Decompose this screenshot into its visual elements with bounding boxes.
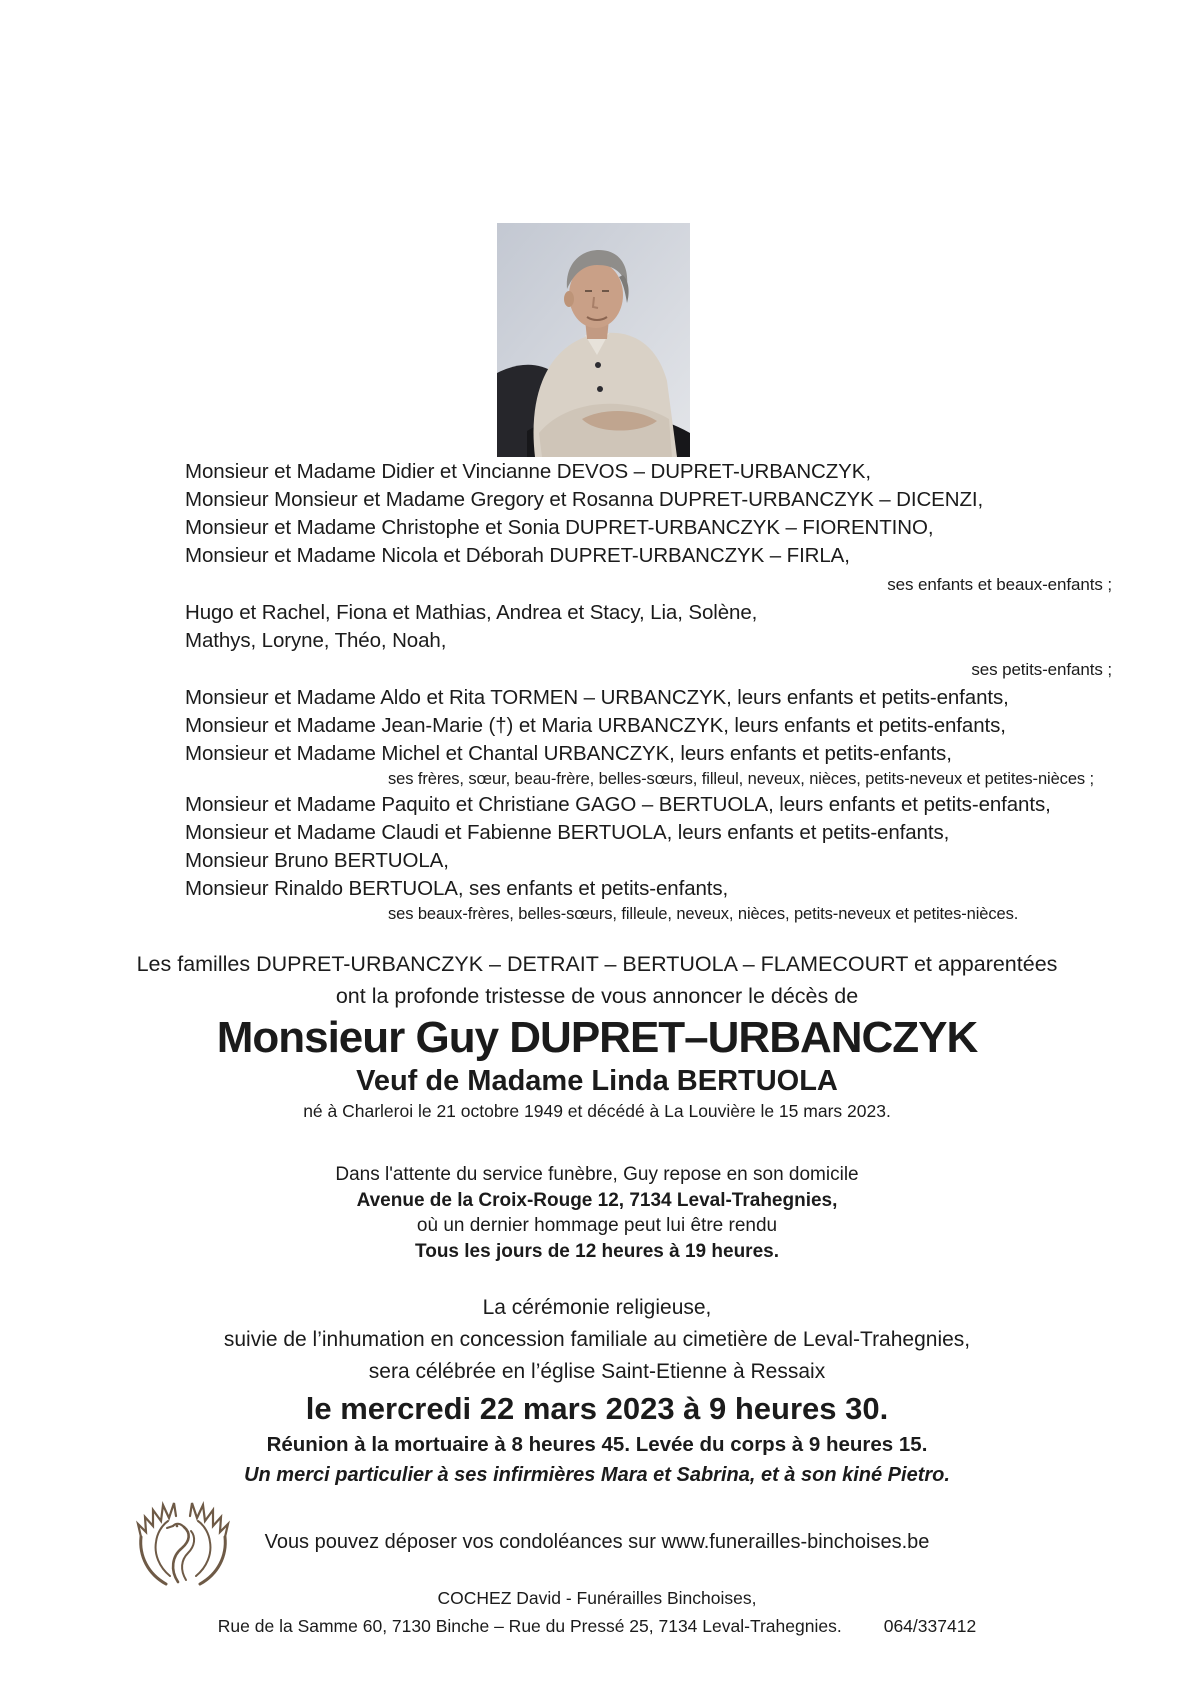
families-line: Les familles DUPRET-URBANCZYK – DETRAIT – BERTUOLA – FLAMECOURT et apparentées xyxy=(136,952,1058,976)
ceremony-info xyxy=(0,1292,1194,1490)
relation-caption-children: ses enfants et beaux-enfants ; xyxy=(887,575,1112,594)
mourner-line: Monsieur et Madame Didier et Vincianne DEVOS – DUPRET-URBANCZYK, xyxy=(185,460,871,483)
sorrow-line: ont la profonde tristesse de vous annoncer le décès de xyxy=(335,984,859,1008)
mourner-line: Monsieur et Madame Christophe et Sonia DUPRET-URBANCZYK – FIORENTINO, xyxy=(185,516,934,539)
meeting-line: Réunion à la mortuaire à 8 heures 45. Levée du corps à 9 heures 15. xyxy=(266,1433,928,1456)
repose-line: Dans l'attente du service funèbre, Guy repose en son domicile xyxy=(335,1164,859,1185)
mourner-line: Monsieur et Madame Aldo et Rita TORMEN – URBANCZYK, leurs enfants et petits-enfants, xyxy=(185,686,1009,709)
condolences-line: Vous pouvez déposer vos condoléances sur www.funerailles-binchoises.be xyxy=(264,1531,930,1553)
widower-line: Veuf de Madame Linda BERTUOLA xyxy=(356,1065,838,1097)
ceremony-date: le mercredi 22 mars 2023 à 9 heures 30. xyxy=(305,1391,889,1426)
death-announcement xyxy=(0,948,1194,1124)
funeral-home-address: Rue de la Samme 60, 7130 Binche – Rue du Pressé 25, 7134 Leval-Trahegnies. xyxy=(217,1616,842,1636)
portrait-illustration xyxy=(497,223,690,457)
mourner-line: Monsieur et Madame Paquito et Christiane GAGO – BERTUOLA, leurs enfants et petits-enfants, xyxy=(185,793,1051,816)
repose-line: où un dernier hommage peut lui être rendu xyxy=(416,1215,778,1236)
ceremony-line: La cérémonie religieuse, xyxy=(482,1296,712,1319)
mourner-line: Monsieur et Madame Nicola et Déborah DUPRET-URBANCZYK – FIRLA, xyxy=(185,544,850,567)
mourner-line: Hugo et Rachel, Fiona et Mathias, Andrea et Stacy, Lia, Solène, xyxy=(185,601,758,624)
mourner-line: Monsieur et Madame Claudi et Fabienne BERTUOLA, leurs enfants et petits-enfants, xyxy=(185,821,950,844)
relation-caption-siblings: ses frères, sœur, beau-frère, belles-sœurs, filleul, neveux, nièces, petits-neveux et petites-nièces ; xyxy=(388,770,1095,788)
funeral-home-name: COCHEZ David - Funérailles Binchoises, xyxy=(437,1588,757,1608)
mourner-line: Mathys, Loryne, Théo, Noah, xyxy=(185,629,447,652)
ceremony-line: suivie de l’inhumation en concession familiale au cimetière de Leval-Trahegnies, xyxy=(223,1328,971,1351)
mourners-list xyxy=(185,458,1112,926)
mourner-line: Monsieur Bruno BERTUOLA, xyxy=(185,849,449,872)
funeral-home-address-phone xyxy=(0,1612,1194,1640)
thanks-line: Un merci particulier à ses infirmières Mara et Sabrina, et à son kiné Pietro. xyxy=(244,1464,950,1486)
funeral-home-footer xyxy=(0,1584,1194,1640)
mourner-line: Monsieur Rinaldo BERTUOLA, ses enfants et petits-enfants, xyxy=(185,877,729,900)
mourner-line: Monsieur et Madame Michel et Chantal URBANCZYK, leurs enfants et petits-enfants, xyxy=(185,742,952,765)
funeral-home-logo xyxy=(132,1492,234,1588)
deceased-photo xyxy=(497,223,690,457)
birth-death-line: né à Charleroi le 21 octobre 1949 et décédé à La Louvière le 15 mars 2023. xyxy=(303,1101,891,1121)
deceased-name: Monsieur Guy DUPRET–URBANCZYK xyxy=(216,1013,978,1062)
repose-address: Avenue de la Croix-Rouge 12, 7134 Leval-Trahegnies, xyxy=(356,1189,838,1211)
funeral-home-phone: 064/337412 xyxy=(883,1616,977,1636)
relation-caption-inlaws: ses beaux-frères, belles-sœurs, filleule, neveux, nièces, petits-neveux et petites-nièces. xyxy=(388,905,1019,923)
repose-hours: Tous les jours de 12 heures à 19 heures. xyxy=(415,1240,779,1262)
mourner-line: Monsieur Monsieur et Madame Gregory et Rosanna DUPRET-URBANCZYK – DICENZI, xyxy=(185,488,984,511)
repose-info xyxy=(0,1162,1194,1264)
relation-caption-grandchildren: ses petits-enfants ; xyxy=(971,660,1112,679)
phoenix-icon xyxy=(132,1492,234,1588)
mourner-line: Monsieur et Madame Jean-Marie (†) et Maria URBANCZYK, leurs enfants et petits-enfants, xyxy=(185,714,1006,737)
ceremony-line: sera célébrée en l’église Saint-Etienne à Ressaix xyxy=(368,1360,826,1383)
